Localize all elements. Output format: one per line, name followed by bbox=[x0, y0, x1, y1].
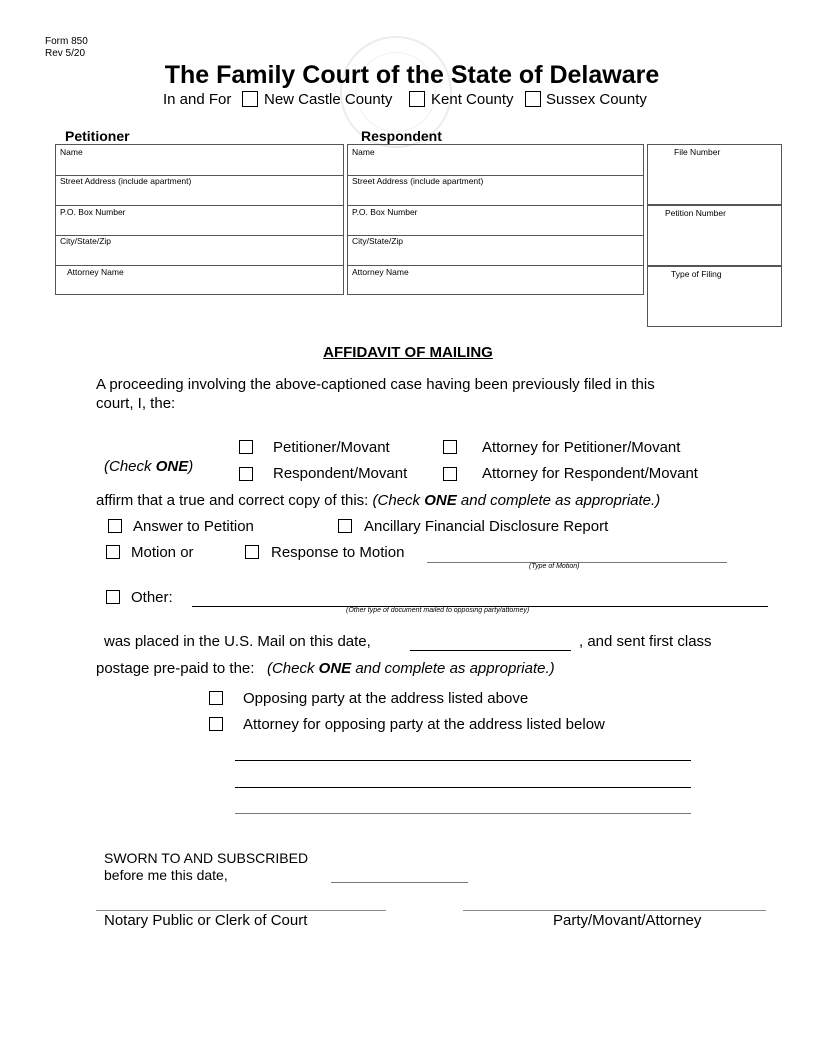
kent-county-label: Kent County bbox=[431, 91, 514, 108]
attorney-address-line-2[interactable] bbox=[235, 787, 691, 788]
kent-county-checkbox[interactable] bbox=[409, 91, 425, 107]
intro-line-2: court, I, the: bbox=[96, 395, 176, 412]
response-to-motion-label: Response to Motion bbox=[271, 544, 405, 561]
respondent-street-field[interactable]: Street Address (include apartment) bbox=[352, 176, 484, 186]
respondent-heading: Respondent bbox=[361, 128, 442, 144]
file-number-box[interactable] bbox=[647, 144, 782, 205]
affidavit-heading: AFFIDAVIT OF MAILING bbox=[323, 344, 493, 361]
respondent-movant-checkbox[interactable] bbox=[239, 467, 253, 481]
mail-date-text: was placed in the U.S. Mail on this date, bbox=[104, 633, 371, 650]
opposing-party-checkbox[interactable] bbox=[209, 691, 223, 705]
intro-line-1: A proceeding involving the above-captioned case having been previously filed in this bbox=[96, 376, 655, 393]
in-and-for-label: In and For bbox=[163, 91, 232, 108]
respondent-movant-label: Respondent/Movant bbox=[273, 465, 408, 482]
notary-label: Notary Public or Clerk of Court bbox=[104, 912, 308, 929]
attorney-address-line-3[interactable] bbox=[235, 813, 691, 814]
attorney-address-line-1[interactable] bbox=[235, 760, 691, 761]
petition-number-box[interactable] bbox=[647, 205, 782, 266]
opposing-attorney-label: Attorney for opposing party at the address listed below bbox=[243, 716, 605, 733]
sussex-county-checkbox[interactable] bbox=[525, 91, 541, 107]
other-checkbox[interactable] bbox=[106, 590, 120, 604]
ancillary-report-label: Ancillary Financial Disclosure Report bbox=[364, 518, 609, 535]
petition-number-label: Petition Number bbox=[665, 208, 726, 218]
respondent-city-field[interactable]: City/State/Zip bbox=[352, 236, 404, 246]
type-of-filing-label: Type of Filing bbox=[671, 269, 722, 279]
new-castle-county-checkbox[interactable] bbox=[242, 91, 258, 107]
affirm-statement: affirm that a true and correct copy of this: (Check ONE and complete as appropriate.) bbox=[96, 492, 661, 509]
sussex-county-label: Sussex County bbox=[546, 91, 647, 108]
motion-label: Motion or bbox=[131, 544, 194, 561]
file-number-label: File Number bbox=[674, 147, 721, 157]
form-number: Form 850 bbox=[45, 36, 88, 47]
petitioner-street-field[interactable]: Street Address (include apartment) bbox=[60, 176, 192, 186]
opposing-attorney-checkbox[interactable] bbox=[209, 717, 223, 731]
sworn-date-line[interactable] bbox=[331, 882, 468, 883]
petitioner-box bbox=[55, 144, 344, 295]
respondent-name-field[interactable]: Name bbox=[352, 147, 375, 157]
party-signature-line[interactable] bbox=[463, 910, 766, 911]
respondent-pobox-field[interactable]: P.O. Box Number bbox=[352, 207, 418, 217]
sworn-line-1: SWORN TO AND SUBSCRIBED bbox=[104, 850, 309, 866]
attorney-respondent-checkbox[interactable] bbox=[443, 467, 457, 481]
postage-statement: postage pre-paid to the: (Check ONE and complete as appropriate.) bbox=[96, 660, 555, 677]
attorney-petitioner-checkbox[interactable] bbox=[443, 440, 457, 454]
petitioner-movant-checkbox[interactable] bbox=[239, 440, 253, 454]
mail-date-line[interactable] bbox=[410, 650, 571, 651]
answer-to-petition-checkbox[interactable] bbox=[108, 519, 122, 533]
new-castle-county-label: New Castle County bbox=[264, 91, 393, 108]
type-of-motion-caption: (Type of Motion) bbox=[529, 563, 580, 570]
type-of-filing-box[interactable] bbox=[647, 266, 782, 327]
petitioner-pobox-field[interactable]: P.O. Box Number bbox=[60, 207, 126, 217]
first-class-text: , and sent first class bbox=[579, 633, 712, 650]
respondent-box bbox=[347, 144, 644, 295]
response-to-motion-checkbox[interactable] bbox=[245, 545, 259, 559]
ancillary-report-checkbox[interactable] bbox=[338, 519, 352, 533]
petitioner-name-field[interactable]: Name bbox=[60, 147, 83, 157]
opposing-party-label: Opposing party at the address listed above bbox=[243, 690, 529, 707]
other-label: Other: bbox=[131, 589, 173, 606]
attorney-respondent-label: Attorney for Respondent/Movant bbox=[482, 465, 698, 482]
other-document-caption: (Other type of document mailed to opposing party/attorney) bbox=[346, 607, 530, 614]
answer-to-petition-label: Answer to Petition bbox=[133, 518, 254, 535]
petitioner-attorney-field[interactable]: Attorney Name bbox=[67, 267, 124, 277]
check-one-note: (Check ONE) bbox=[104, 458, 194, 475]
respondent-attorney-field[interactable]: Attorney Name bbox=[352, 267, 409, 277]
form-revision: Rev 5/20 bbox=[45, 48, 86, 59]
attorney-petitioner-label: Attorney for Petitioner/Movant bbox=[482, 439, 681, 456]
petitioner-heading: Petitioner bbox=[65, 128, 130, 144]
party-label: Party/Movant/Attorney bbox=[553, 912, 702, 929]
motion-checkbox[interactable] bbox=[106, 545, 120, 559]
petitioner-city-field[interactable]: City/State/Zip bbox=[60, 236, 112, 246]
petitioner-movant-label: Petitioner/Movant bbox=[273, 439, 390, 456]
notary-signature-line[interactable] bbox=[96, 910, 386, 911]
sworn-line-2: before me this date, bbox=[104, 867, 228, 883]
page-title: The Family Court of the State of Delaware bbox=[164, 61, 660, 89]
